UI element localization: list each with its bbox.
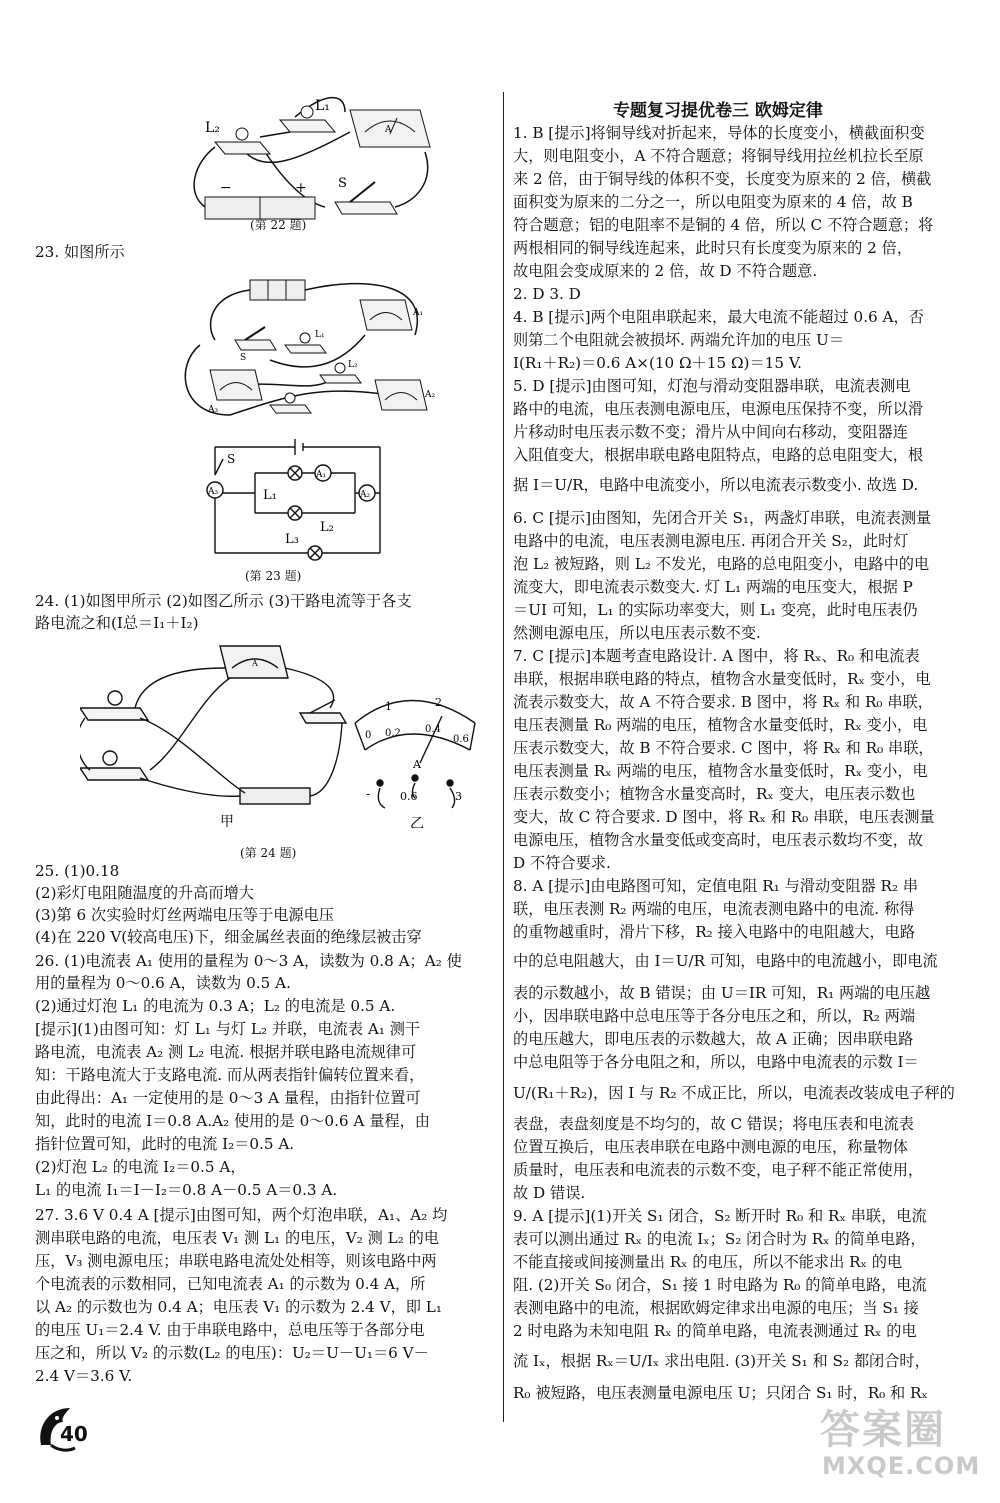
q9-line: 表测电路中的电流，根据欧姆定律求出电源的电压；当 S₁ 接: [513, 1299, 919, 1317]
q26-line: 知：干路电流大于支路电流. 而从两表指针偏转位置来看，: [35, 1066, 425, 1084]
q27-line: 的电压 U₁＝2.4 V. 由于串联电路中，总电压等于各部分电: [35, 1321, 425, 1339]
q1-line: 符合题意；铝的电阻率不是铜的 4 倍，所以 C 不符合题意；将: [513, 216, 934, 234]
fig24-scale-1: 1: [385, 700, 392, 713]
q6-line: 泡 L₂ 被短路，则 L₂ 不发光，电路的总电阻变小，电路中的电: [513, 555, 930, 573]
q6-line: ＝UI 可知，L₁ 的实际功率变大，则 L₁ 变亮，此时电压表仍: [513, 601, 918, 619]
q26-line: 用的量程为 0～0.6 A，读数为 0.5 A.: [35, 974, 291, 992]
fig24-meter-top: A: [252, 659, 258, 668]
q26-line: [提示](1)由图可知：灯 L₁ 与灯 L₂ 并联，电流表 A₁ 测干: [35, 1020, 421, 1038]
q7-line: 电压表测量 Rₓ 两端的电压，植物含水量变低时，Rₓ 变小，电: [513, 762, 928, 780]
q26-line: (2)通过灯泡 L₁ 的电流为 0.3 A；L₂ 的电流是 0.5 A.: [35, 997, 396, 1015]
q25-line: (4)在 220 V(较高电压)下，细金属丝表面的绝缘层被击穿: [35, 928, 422, 946]
fig22-meter-a: A: [385, 125, 392, 135]
q8-line: 的重物越重时，滑片下移，R₂ 接入电路中的电阻越大，电路: [513, 923, 916, 941]
fig22-label-l2: L₂: [205, 120, 220, 136]
fig23-sch-a3: A₃: [208, 487, 219, 497]
figure-22-circuit: [175, 92, 445, 232]
q9-line: R₀ 被短路，电压表测量电源电压 U；只闭合 S₁ 时，R₀ 和 Rₓ: [513, 1384, 928, 1402]
q1-line: 故电阻会变成原来的 2 倍，故 D 不符合题意.: [513, 262, 818, 280]
q5-line: 5. D [提示]由图可知，灯泡与滑动变阻器串联，电流表测电: [513, 377, 911, 395]
figure-23-schematic: [195, 435, 415, 565]
q25-line: (2)彩灯电阻随温度的升高而增大: [35, 884, 254, 902]
q8-line: 的电压越大，即电压表的示数越大，故 A 正确；因串联电路: [513, 1030, 914, 1048]
fig23-pic-a3: A₃: [208, 405, 219, 415]
fig22-label-s: S: [338, 176, 347, 191]
q27-line: 测串联电路的电流，电压表 V₁ 测 L₁ 的电压，V₂ 测 L₂ 的电: [35, 1229, 440, 1247]
q8-line: 联，电压表测 R₂ 两端的电压，电流表测电路中的电流. 称得: [513, 900, 915, 918]
fig24-scale-04: 0.4: [425, 724, 441, 735]
q25-line: 25. (1)0.18: [35, 862, 120, 880]
section-heading: 专题复习提优卷三 欧姆定律: [613, 101, 823, 121]
q6-line: 电路中的电流，电压表测电源电压. 再闭合开关 S₂，此时灯: [513, 532, 909, 550]
fig23-pic-l1: L₁: [315, 330, 325, 340]
q5-line: 路中的电流，电压表测电源电压，电源电压保持不变，所以滑: [513, 400, 924, 418]
fig23-pic-a2: A₂: [425, 390, 436, 400]
fig23-pic-l2: L₂: [348, 360, 358, 370]
q26-line: 26. (1)电流表 A₁ 使用的量程为 0～3 A，读数为 0.8 A；A₂ 使: [35, 952, 462, 970]
q7-line: 串联，根据串联电路的特点，植物含水量变低时，Rₓ 变小，电: [513, 670, 931, 688]
q27-line: 以 A₂ 的示数也为 0.4 A；电压表 V₁ 的示数为 2.4 V，即 L₁: [35, 1298, 442, 1316]
q5-line: 据 I＝U/R，电路中电流变小，所以电流表示数变小. 故选 D.: [513, 476, 919, 494]
answer-2-3: 2. D 3. D: [513, 285, 581, 303]
q7-line: 流表示数变大，故 A 不符合要求. B 图中，将 Rₓ 和 R₀ 串联，: [513, 693, 933, 711]
fig23-pic-a1: A₁: [413, 308, 424, 318]
q9-line: 阻. (2)开关 S₀ 闭合，S₁ 接 1 时电路为 R₀ 的简单电路，电流: [513, 1276, 927, 1294]
q6-line: 6. C [提示]由图知，先闭合开关 S₁，两盏灯串联，电流表测量: [513, 509, 932, 527]
fig23-sch-l2: L₂: [320, 520, 334, 535]
figure-22-caption: (第 22 题): [250, 218, 307, 232]
fig23-pic-s: S: [240, 353, 247, 363]
fig24-terminal-06: 0.6: [400, 790, 418, 803]
q26-line: 指针位置可知，此时的电流 I₂＝0.5 A.: [35, 1135, 295, 1153]
q8-line: 中总电阻等于各分电阻之和，所以，电路中电流表的示数 I＝: [513, 1053, 919, 1071]
q26-line: 由此得出：A₁ 一定使用的是 0～3 A 量程，由指针位置可: [35, 1089, 421, 1107]
fig24-scale-2: 2: [435, 696, 442, 709]
q7-line: D 不符合要求.: [513, 854, 611, 872]
q8-line: 故 D 错误.: [513, 1184, 586, 1202]
fig22-label-plus: +: [295, 180, 307, 196]
q5-line: 片移动时电压表示数不变；滑片从中间向右移动，变阻器连: [513, 423, 908, 441]
q7-line: 变大，故 C 符合要求. D 图中，将 Rₓ 和 R₀ 串联，电压表测量: [513, 808, 935, 826]
fig24-terminal-3: 3: [455, 790, 462, 803]
page-number: 40: [60, 1422, 88, 1446]
q1-line: 1. B [提示]将铜导线对折起来，导体的长度变小，横截面积变: [513, 124, 925, 142]
fig23-sch-a2: A₂: [360, 490, 371, 500]
q1-line: 大，则电阻变小，A 不符合题意；将铜导线用拉丝机拉长至原: [513, 147, 924, 165]
q8-line: 中的总电阻越大，由 I＝U/R 可知，电路中的电流越小，即电流: [513, 952, 938, 970]
figure-24-circuit: [80, 638, 480, 828]
q1-line: 来 2 倍，由于铜导线的体积不变，长度变为原来的 2 倍，横截: [513, 170, 932, 188]
q4-line: 4. B [提示]两个电阻串联起来，最大电流不能超过 0.6 A，否: [513, 308, 924, 326]
q1-line: 面积变为原来的二分之一，所以电阻变为原来的 4 倍，故 B: [513, 193, 913, 211]
fig23-sch-l1: L₁: [263, 488, 277, 503]
q9-line: 2 时电路为未知电阻 Rₓ 的简单电路，电流表测通过 Rₓ 的电: [513, 1322, 917, 1340]
q26-line: 路电流，电流表 A₂ 测 L₂ 电流. 根据并联电路电流规律可: [35, 1043, 417, 1061]
fig24-scale-06: 0.6: [453, 734, 469, 745]
q9-line: 9. A [提示](1)开关 S₁ 闭合，S₂ 断开时 R₀ 和 Rₓ 串联，电流: [513, 1207, 927, 1225]
q26-line: 知，此时的电流 I＝0.8 A.A₂ 使用的是 0～0.6 A 量程，由: [35, 1112, 430, 1130]
q5-line: 入阻值变大，根据串联电路电阻特点，电路的总电阻变大，根: [513, 446, 924, 464]
q7-line: 电源电压，植物含水量变低或变高时，电压表示数均不变，故: [513, 831, 924, 849]
q6-line: 流变大，即电流表示数变大. 灯 L₁ 两端的电压变大，根据 P: [513, 578, 913, 596]
fig24-scale-0: 0: [365, 730, 372, 741]
q9-line: 表可以测出通过 Rₓ 的电流 Iₓ；S₂ 闭合时为 Rₓ 的简单电路，: [513, 1230, 926, 1248]
q9-line: 流 Iₓ，根据 Rₓ＝U/Iₓ 求出电阻. (3)开关 S₁ 和 S₂ 都闭合时，: [513, 1352, 930, 1370]
q8-line: 表的示数越小，故 B 错误；由 U＝IR 可知，R₁ 两端的电压越: [513, 984, 931, 1002]
q26-line: L₁ 的电流 I₁＝I－I₂＝0.8 A－0.5 A＝0.3 A.: [35, 1181, 338, 1199]
q7-line: 7. C [提示]本题考查电路设计. A 图中，将 Rₓ、R₀ 和电流表: [513, 647, 920, 665]
fig23-sch-s: S: [227, 452, 236, 466]
q8-line: 小，因串联电路中总电压等于各分电压之和，所以，R₂ 两端: [513, 1007, 916, 1025]
fig23-sch-a1: A₁: [316, 470, 327, 480]
q24-line: 24. (1)如图甲所示 (2)如图乙所示 (3)干路电流等于各支: [35, 592, 412, 610]
column-divider: [503, 92, 504, 1422]
q6-line: 然测电源电压，所以电压表示数不变.: [513, 624, 761, 642]
q8-line: U/(R₁＋R₂)，因 I 与 R₂ 不成正比，所以，电流表改装成电子秤的: [513, 1084, 955, 1102]
watermark-url: MXQE.COM: [822, 1452, 981, 1480]
figure-23-pictorial: [170, 275, 445, 425]
figure-23-caption: (第 23 题): [245, 569, 302, 583]
q8-line: 质量时，电压表和电流表的示数不变，电子秤不能正常使用，: [513, 1161, 924, 1179]
fig24-meter-a: A: [413, 758, 421, 771]
q24-line: 路电流之和(I总＝I₁＋I₂): [35, 614, 199, 632]
figure-24-caption: (第 24 题): [240, 846, 297, 860]
q27-line: 27. 3.6 V 0.4 A [提示]由图可知，两个灯泡串联，A₁、A₂ 均: [35, 1206, 448, 1224]
fig24-terminal-minus: -: [366, 787, 371, 801]
q4-line: 则第二个电阻就会被损坏. 两端允许加的电压 U＝: [513, 331, 845, 349]
q27-line: 压之和，所以 V₂ 的示数(L₂ 的电压)：U₂＝U－U₁＝6 V－: [35, 1344, 429, 1362]
fig23-sch-l3: L₃: [285, 532, 299, 547]
q8-line: 8. A [提示]由电路图可知，定值电阻 R₁ 与滑动变阻器 R₂ 串: [513, 877, 919, 895]
q8-line: 表盘，表盘刻度是不均匀的，故 C 错误；将电压表和电流表: [513, 1115, 914, 1133]
q27-line: 2.4 V＝3.6 V.: [35, 1367, 133, 1385]
q1-line: 两根相同的铜导线连起来，此时只有长度变为原来的 2 倍，: [513, 239, 913, 257]
fig24-yi: 乙: [410, 816, 424, 828]
q9-line: 不能直接或间接测量出 Rₓ 的电压，所以不能求出 Rₓ 的电: [513, 1253, 903, 1271]
fig22-label-l1: L₁: [315, 98, 330, 114]
q7-line: 压表示数变小；植物含水量变高时，Rₓ 变大，电压表示数也: [513, 785, 916, 803]
watermark-logo: 答案圈: [820, 1407, 946, 1453]
q25-line: (3)第 6 次实验时灯丝两端电压等于电源电压: [35, 906, 335, 924]
question-23: 23. 如图所示: [35, 243, 125, 261]
q7-line: 电压表测量 R₀ 两端的电压，植物含水量变低时，Rₓ 变小，电: [513, 716, 928, 734]
q7-line: 压表示数变大，故 B 不符合要求. C 图中，将 Rₓ 和 R₀ 串联，: [513, 739, 934, 757]
q26-line: (2)灯泡 L₂ 的电流 I₂＝0.5 A，: [35, 1158, 246, 1176]
q27-line: 压，V₃ 测电源电压；串联电路电流处处相等，则该电路中两: [35, 1252, 437, 1270]
q4-line: I(R₁＋R₂)＝0.6 A×(10 Ω＋15 Ω)＝15 V.: [513, 354, 802, 372]
fig24-scale-02: 0.2: [385, 728, 401, 739]
q8-line: 位置互换后，电压表串联在电路中测电源的电压，称量物体: [513, 1138, 908, 1156]
fig22-label-minus: −: [220, 180, 232, 196]
q27-line: 个电流表的示数相同，已知电流表 A₁ 的示数为 0.4 A，所: [35, 1275, 426, 1293]
fig24-jia: 甲: [220, 814, 234, 828]
